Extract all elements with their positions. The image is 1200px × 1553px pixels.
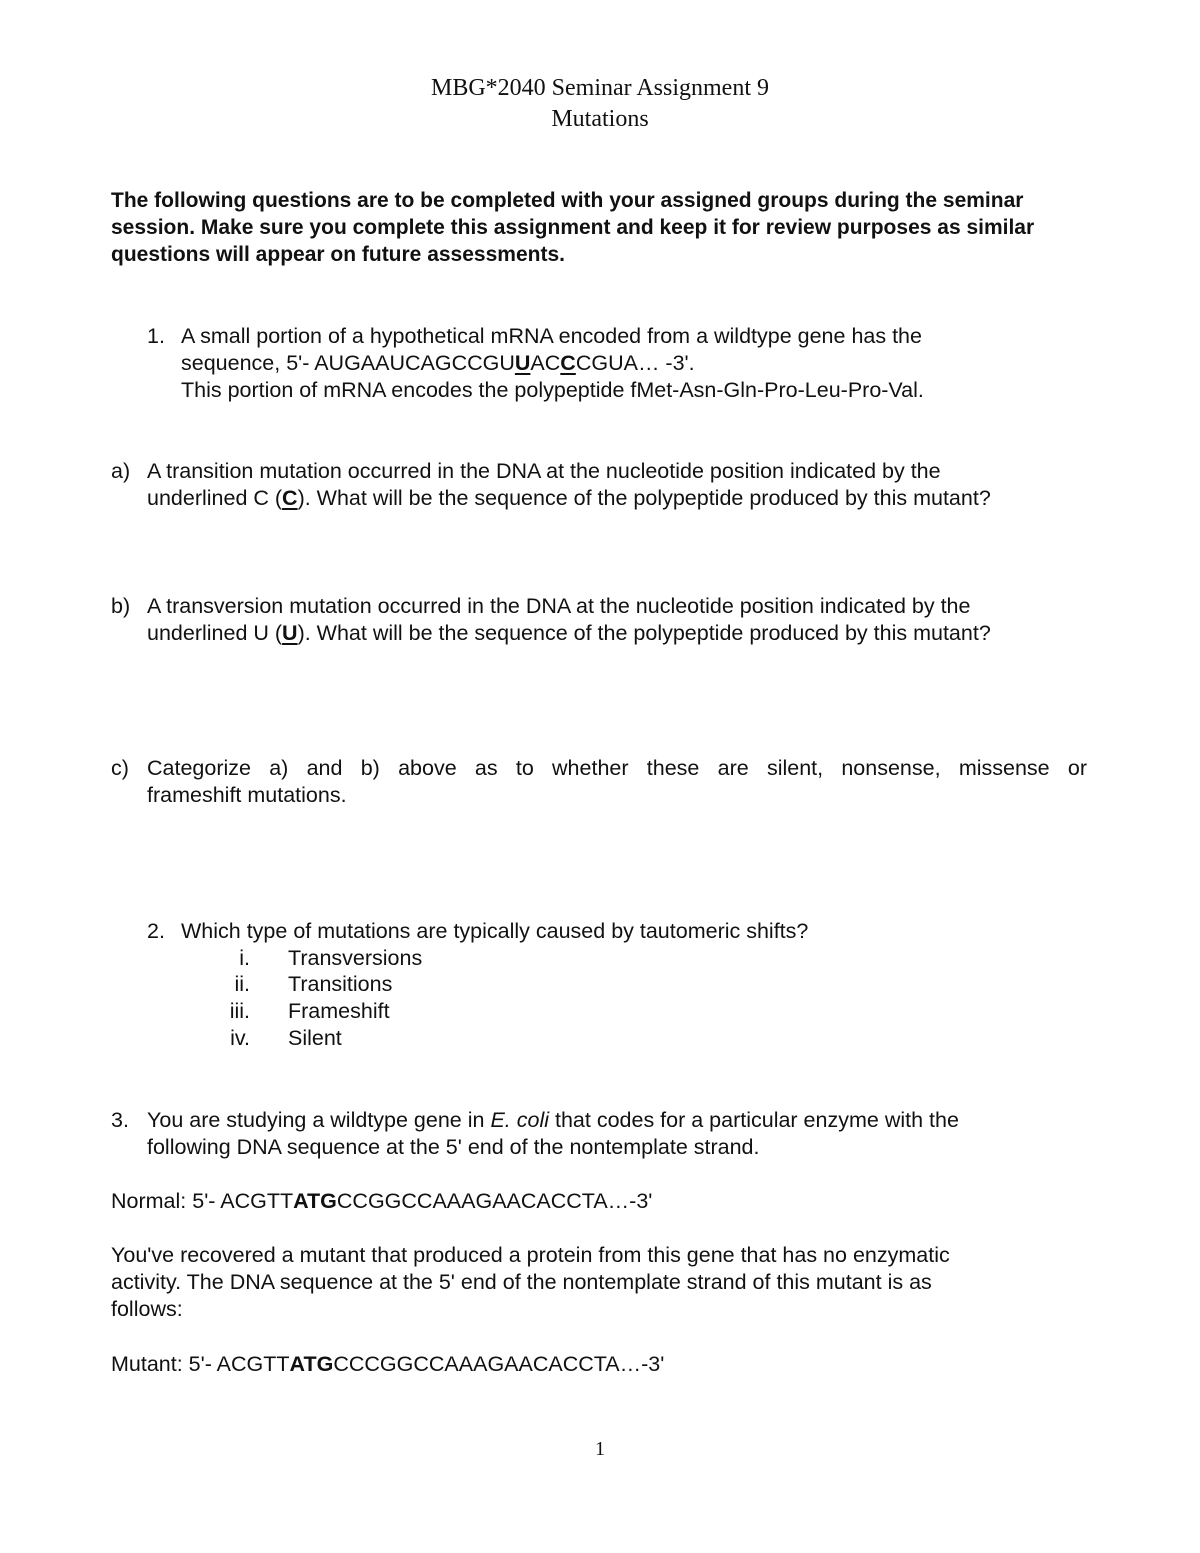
question-1-line-3: This portion of mRNA encodes the polypeptide fMet-Asn-Gln-Pro-Leu-Pro-Val. — [181, 378, 924, 402]
part-c-line-1: Categorize a) and b) above as to whether these are silent, nonsense, missense or — [147, 756, 1087, 780]
mutant-paragraph-line-1: You've recovered a mutant that produced a protein from this gene that has no enzymatic — [111, 1243, 950, 1267]
q3-post: that codes for a particular enzyme with the — [549, 1108, 959, 1132]
part-a-label: a) — [111, 459, 131, 483]
question-1-line-1: A small portion of a hypothetical mRNA encoded from a wildtype gene has the — [181, 324, 922, 348]
sequence-mid: AC — [530, 351, 561, 375]
normal-sequence — [111, 1188, 652, 1215]
part-b-line-1: A transversion mutation occurred in the DNA at the nucleotide position indicated by the — [147, 594, 971, 618]
part-b-post: ). What will be the sequence of the polypeptide produced by this mutant? — [297, 621, 991, 645]
option-3-text: Frameshift — [288, 999, 390, 1023]
underlined-c: C — [560, 351, 576, 375]
question-1-number: 1. — [147, 324, 165, 348]
sequence-suffix: CGUA… -3'. — [575, 351, 695, 375]
part-a-pre: underlined C ( — [147, 486, 283, 510]
mutant-pre: Mutant: 5'- ACGTT — [111, 1352, 290, 1376]
mutant-paragraph-line-2: activity. The DNA sequence at the 5' end of the nontemplate strand of this mutant is as — [111, 1270, 932, 1294]
sequence-prefix: sequence, 5'- AUGAAUCAGCCGU — [181, 351, 515, 375]
part-b-pre: underlined U ( — [147, 621, 283, 645]
part-b-line-2 — [147, 620, 991, 647]
part-b-mark: U — [282, 621, 298, 645]
mutant-post: CCCGGCCAAAGAACACCTA…-3' — [333, 1352, 665, 1376]
option-2-text: Transitions — [288, 972, 393, 996]
question-2-number: 2. — [147, 919, 165, 943]
option-2-numeral: ii. — [234, 972, 250, 996]
option-1-numeral: i. — [239, 946, 250, 970]
q3-pre: You are studying a wildtype gene in — [147, 1108, 491, 1132]
part-a-mark: C — [282, 486, 298, 510]
normal-pre: Normal: 5'- ACGTT — [111, 1189, 294, 1213]
normal-post: CCGGCCAAAGAACACCTA…-3' — [336, 1189, 653, 1213]
normal-start-codon: ATG — [293, 1189, 337, 1213]
part-a-post: ). What will be the sequence of the polypeptide produced by this mutant? — [297, 486, 991, 510]
option-4-text: Silent — [288, 1026, 342, 1050]
part-a-line-2 — [147, 485, 991, 512]
option-4-numeral: iv. — [230, 1026, 250, 1050]
part-b-label: b) — [111, 594, 131, 618]
mutant-sequence — [111, 1351, 664, 1378]
mutant-start-codon: ATG — [289, 1352, 334, 1376]
question-1-sequence — [181, 350, 695, 377]
option-1-text: Transversions — [288, 946, 423, 970]
page-title: MBG*2040 Seminar Assignment 9 — [430, 75, 769, 101]
instructions-paragraph: The following questions are to be completed with your assigned groups during the seminar session. Make sure you complete this assignment and keep it for review purposes as similar questions will appear on future assessments. — [111, 189, 1035, 266]
question-2-text: Which type of mutations are typically caused by tautomeric shifts? — [181, 919, 809, 943]
page-subtitle: Mutations — [551, 106, 649, 132]
page-number: 1 — [595, 1438, 605, 1460]
underlined-u: U — [514, 351, 531, 375]
part-c-label: c) — [111, 756, 129, 780]
part-c-line-2: frameshift mutations. — [147, 783, 347, 807]
question-3-number: 3. — [111, 1108, 129, 1132]
option-3-numeral: iii. — [229, 999, 250, 1023]
mutant-paragraph-line-3: follows: — [111, 1297, 183, 1321]
question-3-line-1 — [147, 1107, 959, 1134]
question-3-line-2: following DNA sequence at the 5' end of the nontemplate strand. — [147, 1135, 760, 1159]
organism-name: E. coli — [490, 1108, 550, 1132]
part-a-line-1: A transition mutation occurred in the DNA at the nucleotide position indicated by the — [147, 459, 941, 483]
